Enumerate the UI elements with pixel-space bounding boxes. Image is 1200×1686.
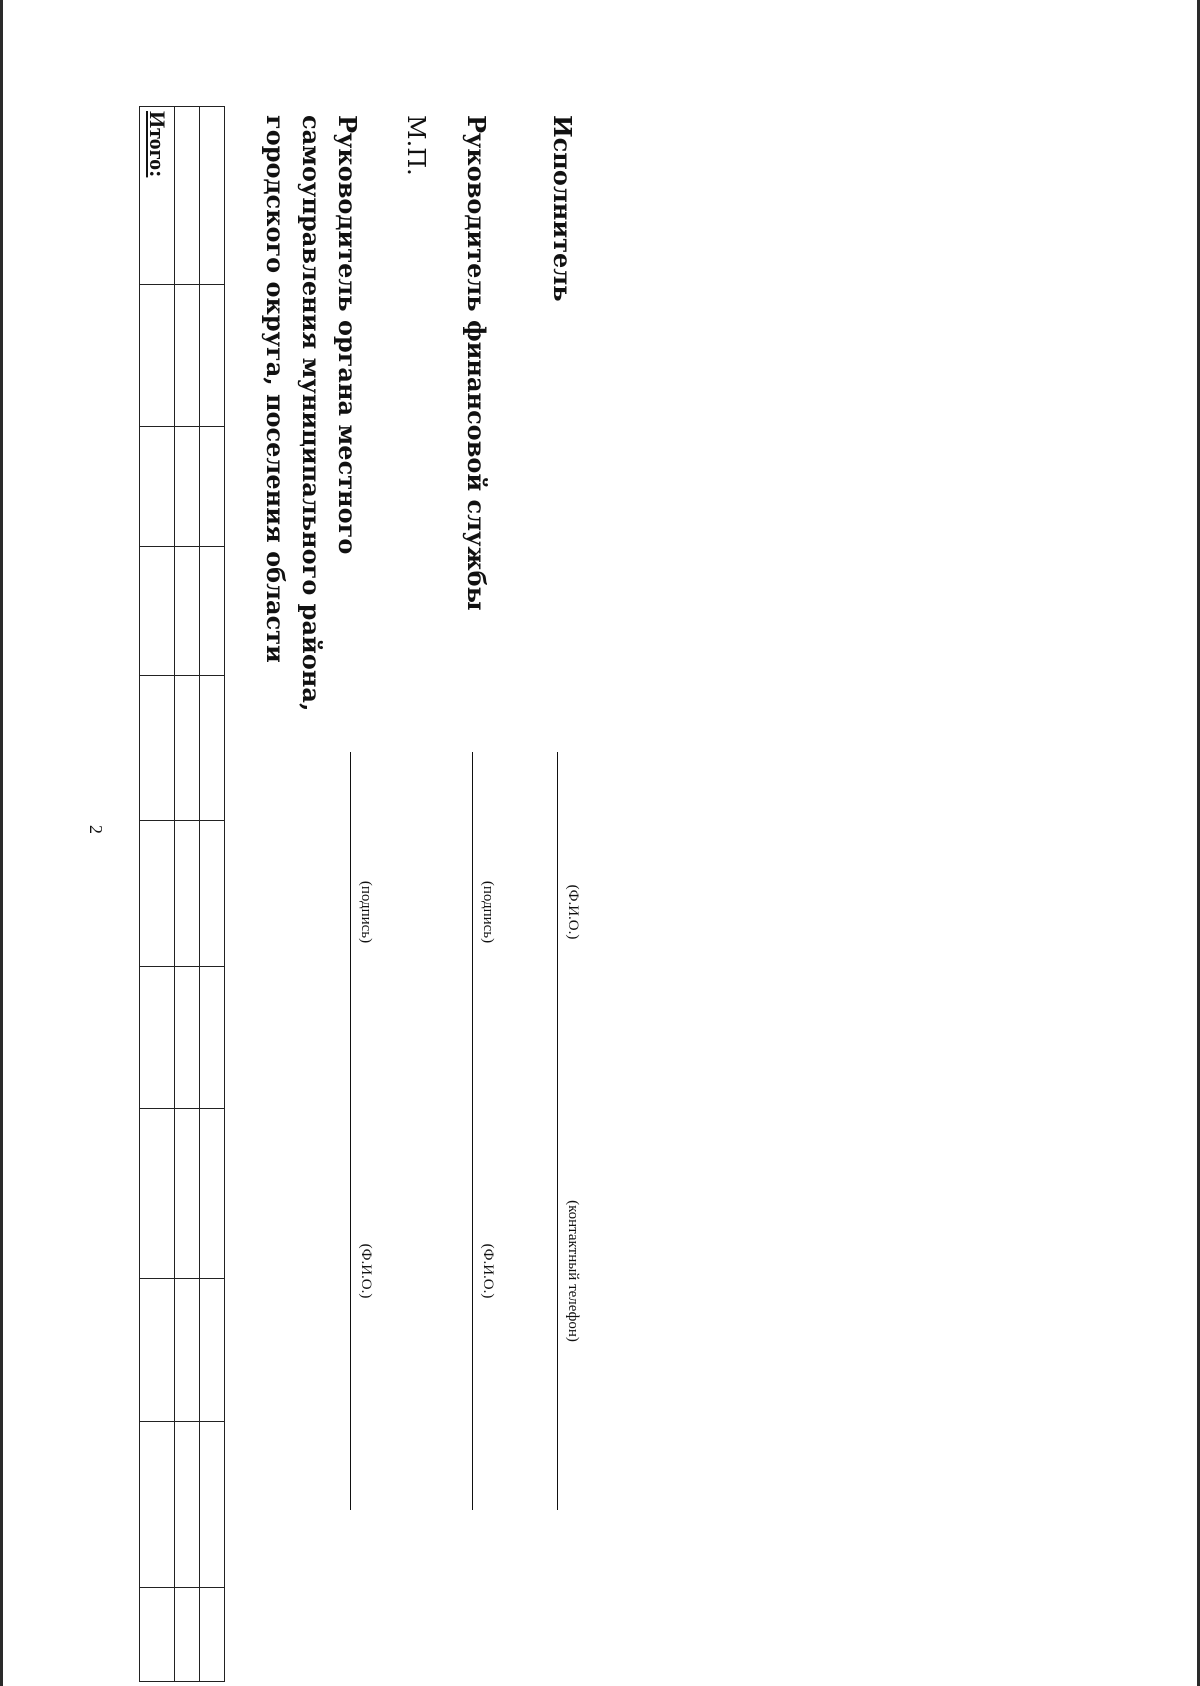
finance-signature-caption: (подпись) — [480, 880, 496, 944]
head-name-caption: (Ф.И.О.) — [358, 1243, 374, 1299]
executor-name-caption: (Ф.И.О.) — [565, 884, 581, 940]
executor-phone-caption: (контактный телефон) — [565, 1200, 581, 1342]
head-title-line: самоуправления муниципального района, — [297, 115, 326, 712]
stamp-place-label: М.П. — [402, 115, 430, 176]
head-title — [257, 115, 365, 711]
finance-name-caption: (Ф.И.О.) — [480, 1243, 496, 1299]
finance-head-title: Руководитель финансовой службы — [462, 115, 491, 611]
table-row — [200, 107, 225, 1682]
head-name-line — [350, 1041, 351, 1510]
executor-title: Исполнитель — [548, 115, 577, 302]
total-row — [140, 107, 175, 1682]
executor-name-line — [557, 752, 558, 1066]
head-signature-caption: (подпись) — [358, 880, 374, 944]
head-signature-line — [350, 752, 351, 1066]
table-row — [175, 107, 200, 1682]
page-number: 2 — [86, 825, 106, 834]
finance-signature-line — [472, 752, 473, 1066]
head-title-line: Руководитель органа местного — [333, 115, 362, 555]
finance-name-line — [472, 1041, 473, 1510]
total-label: Итого: — [140, 107, 175, 285]
executor-phone-line — [557, 1041, 558, 1510]
head-title-line: городского округа, поселения области — [261, 115, 290, 663]
report-table — [139, 106, 225, 1682]
